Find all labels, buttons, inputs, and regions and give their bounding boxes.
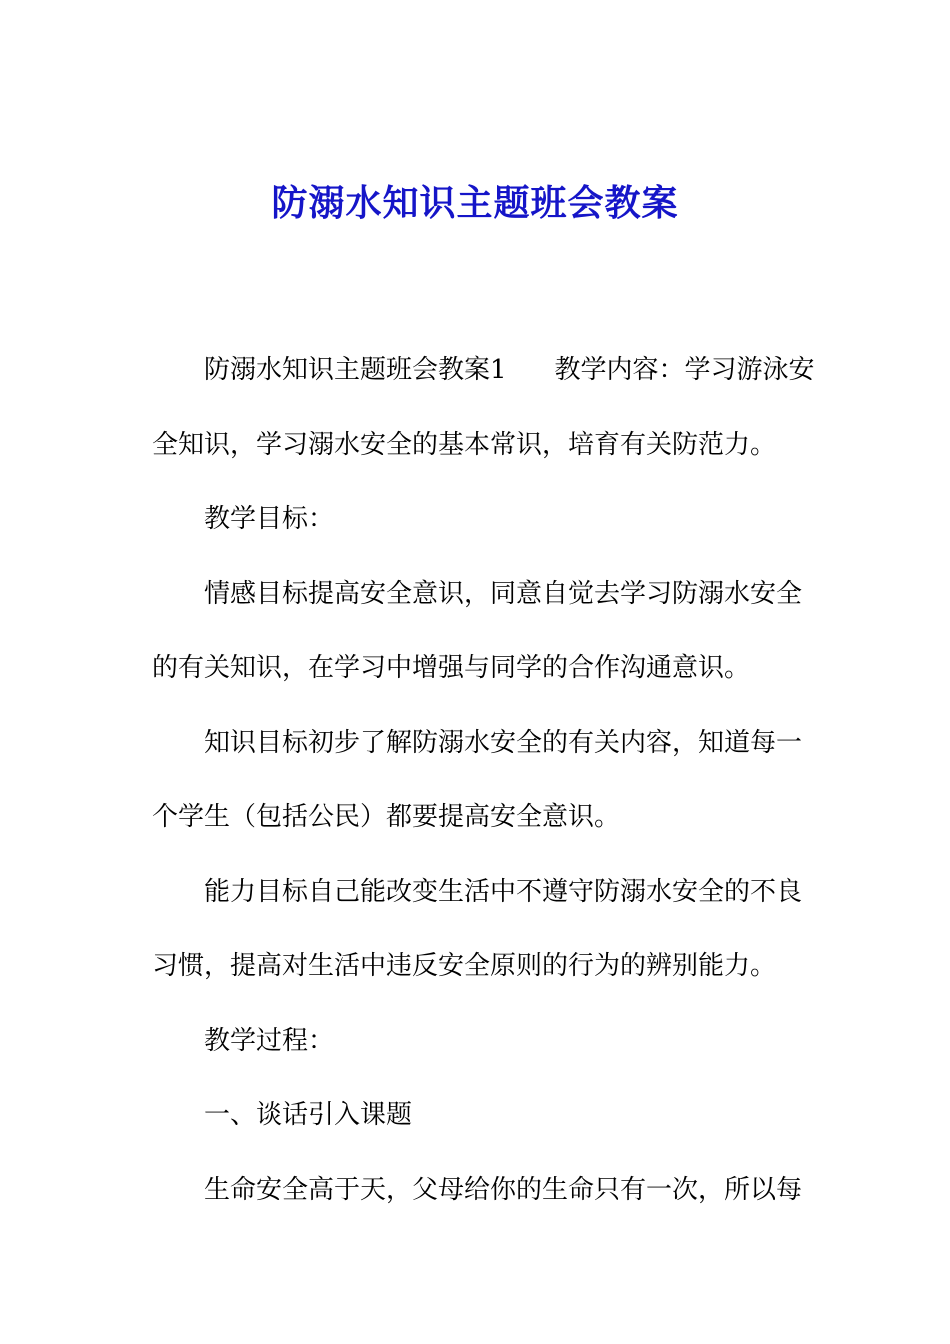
paragraph-line-11: 一、谈话引入课题 bbox=[204, 1100, 413, 1130]
teaching-content-start: 教学内容：学习游泳安 bbox=[554, 355, 815, 385]
paragraph-line-12: 生命安全高于天，父母给你的生命只有一次，所以每 bbox=[204, 1174, 803, 1205]
paragraph-line-6: 知识目标初步了解防溺水安全的有关内容，知道每一 bbox=[204, 727, 803, 758]
paragraph-line-5: 的有关知识，在学习中增强与同学的合作沟通意识。 bbox=[152, 653, 751, 683]
lesson-plan-heading: 防溺水知识主题班会教案1 bbox=[204, 355, 507, 385]
paragraph-line-8: 能力目标自己能改变生活中不遵守防溺水安全的不良 bbox=[204, 876, 803, 907]
paragraph-line-1 bbox=[152, 333, 815, 408]
paragraph-line-9: 习惯，提高对生活中违反安全原则的行为的辨别能力。 bbox=[152, 951, 777, 981]
paragraph-line-10: 教学过程： bbox=[204, 1025, 335, 1056]
document-body bbox=[152, 333, 815, 1227]
paragraph-line-4: 情感目标提高安全意识，同意自觉去学习防溺水安全 bbox=[204, 578, 803, 609]
document-title: 防溺水知识主题班会教案 bbox=[271, 182, 679, 224]
paragraph-line-2: 全知识，学习溺水安全的基本常识，培育有关防范力。 bbox=[152, 429, 777, 460]
paragraph-line-3: 教学目标： bbox=[204, 504, 335, 534]
paragraph-line-7: 个学生（包括公民）都要提高安全意识。 bbox=[152, 802, 621, 832]
